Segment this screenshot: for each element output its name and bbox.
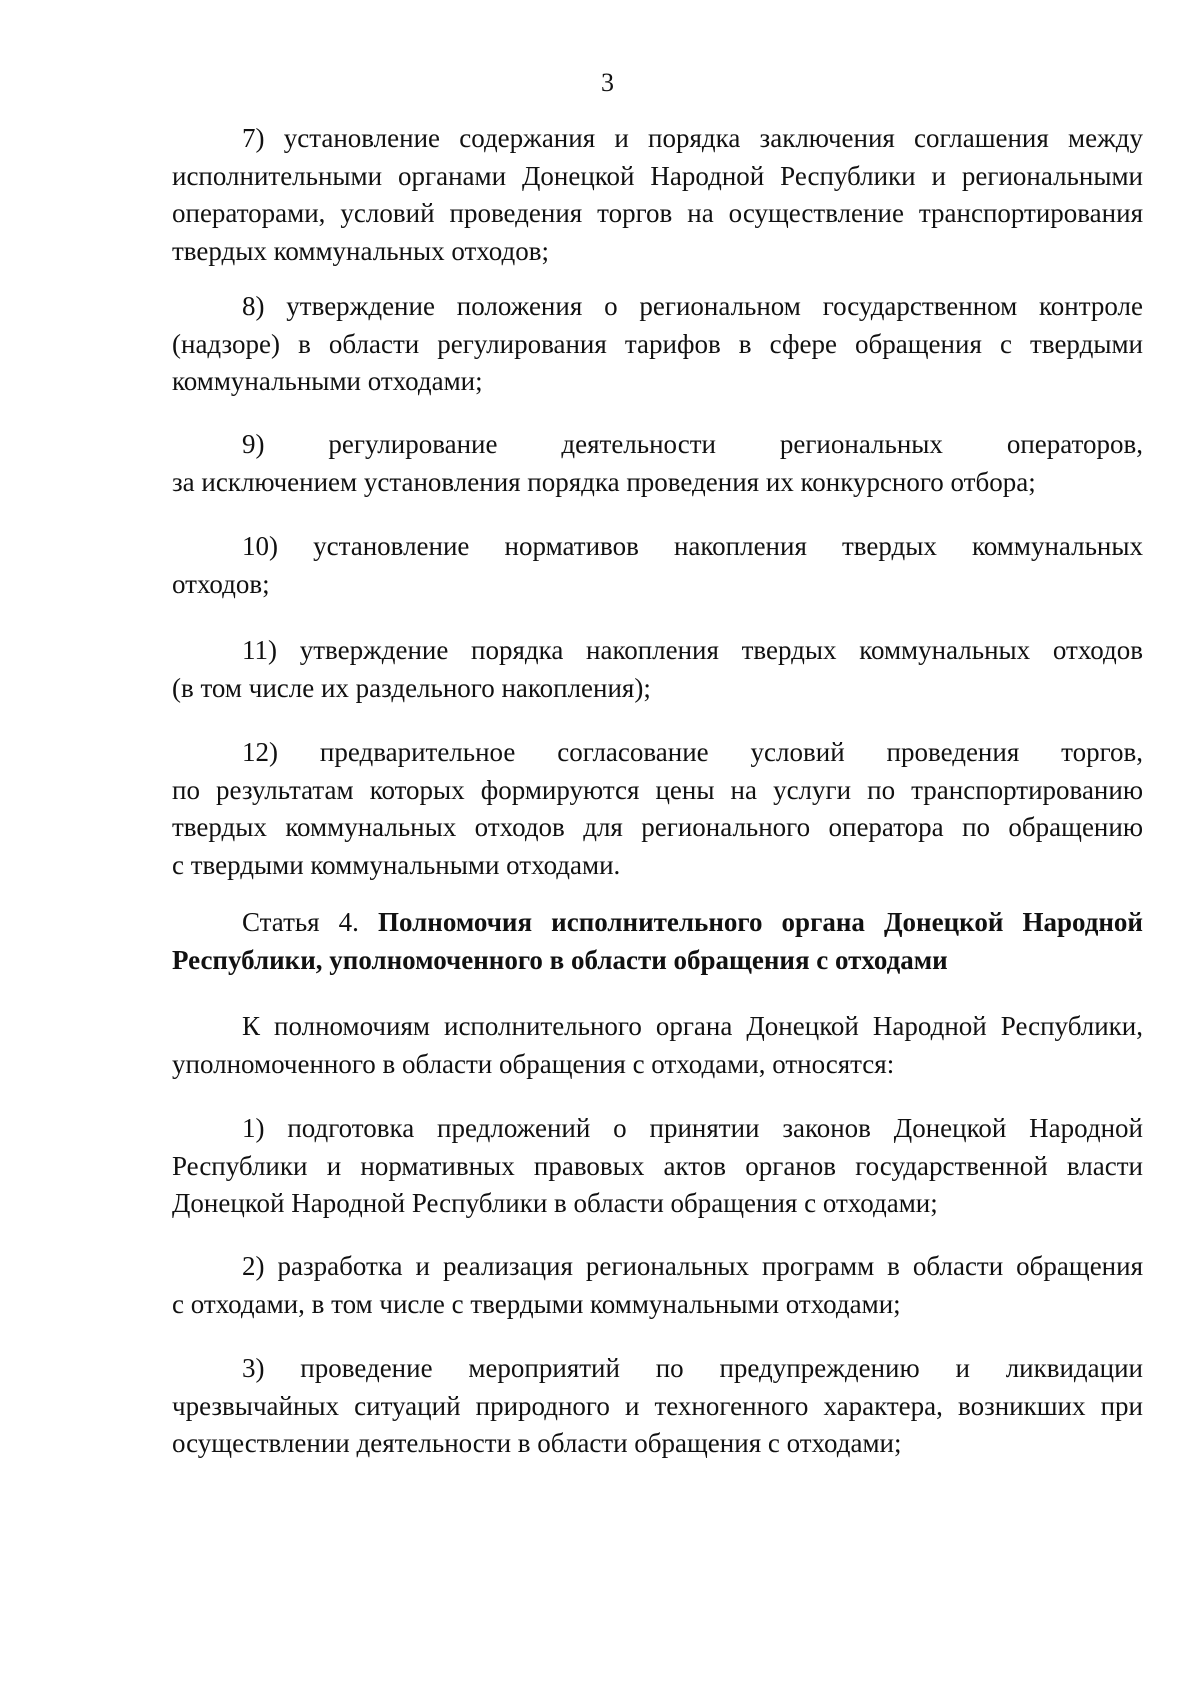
- text-line: уполномоченного в области обращения с отходами, относятся:: [172, 1048, 895, 1079]
- text-line: коммунальными отходами;: [172, 366, 483, 396]
- article-title-continued: Республики, уполномоченного в области обращения с отходами: [172, 944, 948, 975]
- list-item-11: [172, 632, 1143, 707]
- page-number: 3: [601, 68, 614, 97]
- text-line: операторами, условий проведения торгов на осуществление транспортирования: [172, 198, 1143, 228]
- text-line: (надзоре) в области регулирования тарифов в сфере обращения с твердыми: [172, 328, 1143, 359]
- text-line: 1) подготовка предложений о принятии законов Донецкой Народной: [242, 1113, 1143, 1143]
- text-line: 8) утверждение положения о региональном государственном контроле: [242, 291, 1143, 321]
- text-line: 2) разработка и реализация региональных программ в области обращения: [242, 1251, 1143, 1281]
- article-heading-line: [172, 904, 1143, 942]
- text-line: Республики и нормативных правовых актов органов государственной власти: [172, 1150, 1143, 1181]
- text-line: К полномочиям исполнительного органа Донецкой Народной Республики,: [242, 1011, 1143, 1041]
- text-line: за исключением установления порядка проведения их конкурсного отбора;: [172, 466, 1036, 497]
- text-line: отходов;: [172, 568, 270, 599]
- list-item-9: [172, 426, 1143, 501]
- text-line: по результатам которых формируются цены на услуги по транспортированию: [172, 774, 1143, 805]
- list-item-8: [172, 288, 1143, 401]
- text-line: 3) проведение мероприятий по предупреждению и ликвидации: [242, 1353, 1143, 1383]
- text-line: Донецкой Народной Республики в области обращения с отходами;: [172, 1188, 938, 1218]
- text-line: 10) установление нормативов накопления твердых коммунальных: [242, 531, 1143, 561]
- text-line: осуществлении деятельности в области обращения с отходами;: [172, 1428, 902, 1458]
- text-line: 11) утверждение порядка накопления твердых коммунальных отходов: [242, 635, 1143, 665]
- text-line: чрезвычайных ситуаций природного и техногенного характера, возникших при: [172, 1390, 1143, 1421]
- list-item-7: [172, 120, 1143, 270]
- text-line: 7) установление содержания и порядка заключения соглашения между: [242, 123, 1143, 153]
- list-item-12: [172, 734, 1143, 884]
- list-item-3: [172, 1350, 1143, 1463]
- list-item-1: [172, 1110, 1143, 1223]
- article-heading: [172, 904, 1143, 979]
- list-item-10: [172, 528, 1143, 603]
- text-line: твердых коммунальных отходов для регионального оператора по обращению: [172, 812, 1143, 842]
- text-line: твердых коммунальных отходов;: [172, 235, 549, 266]
- text-line: 9) регулирование деятельности региональных операторов,: [242, 429, 1143, 459]
- text-line: 12) предварительное согласование условий проведения торгов,: [242, 737, 1143, 767]
- text-line: с отходами, в том числе с твердыми коммунальными отходами;: [172, 1288, 901, 1319]
- article-title: Полномочия исполнительного органа Донецкой Народной: [378, 907, 1143, 937]
- article-label: Статья 4.: [242, 907, 359, 937]
- text-line: (в том числе их раздельного накопления);: [172, 672, 651, 703]
- text-line: с твердыми коммунальными отходами.: [172, 849, 621, 880]
- article-intro: [172, 1008, 1143, 1083]
- list-item-2: [172, 1248, 1143, 1323]
- text-line: исполнительными органами Донецкой Народной Республики и региональными: [172, 160, 1143, 191]
